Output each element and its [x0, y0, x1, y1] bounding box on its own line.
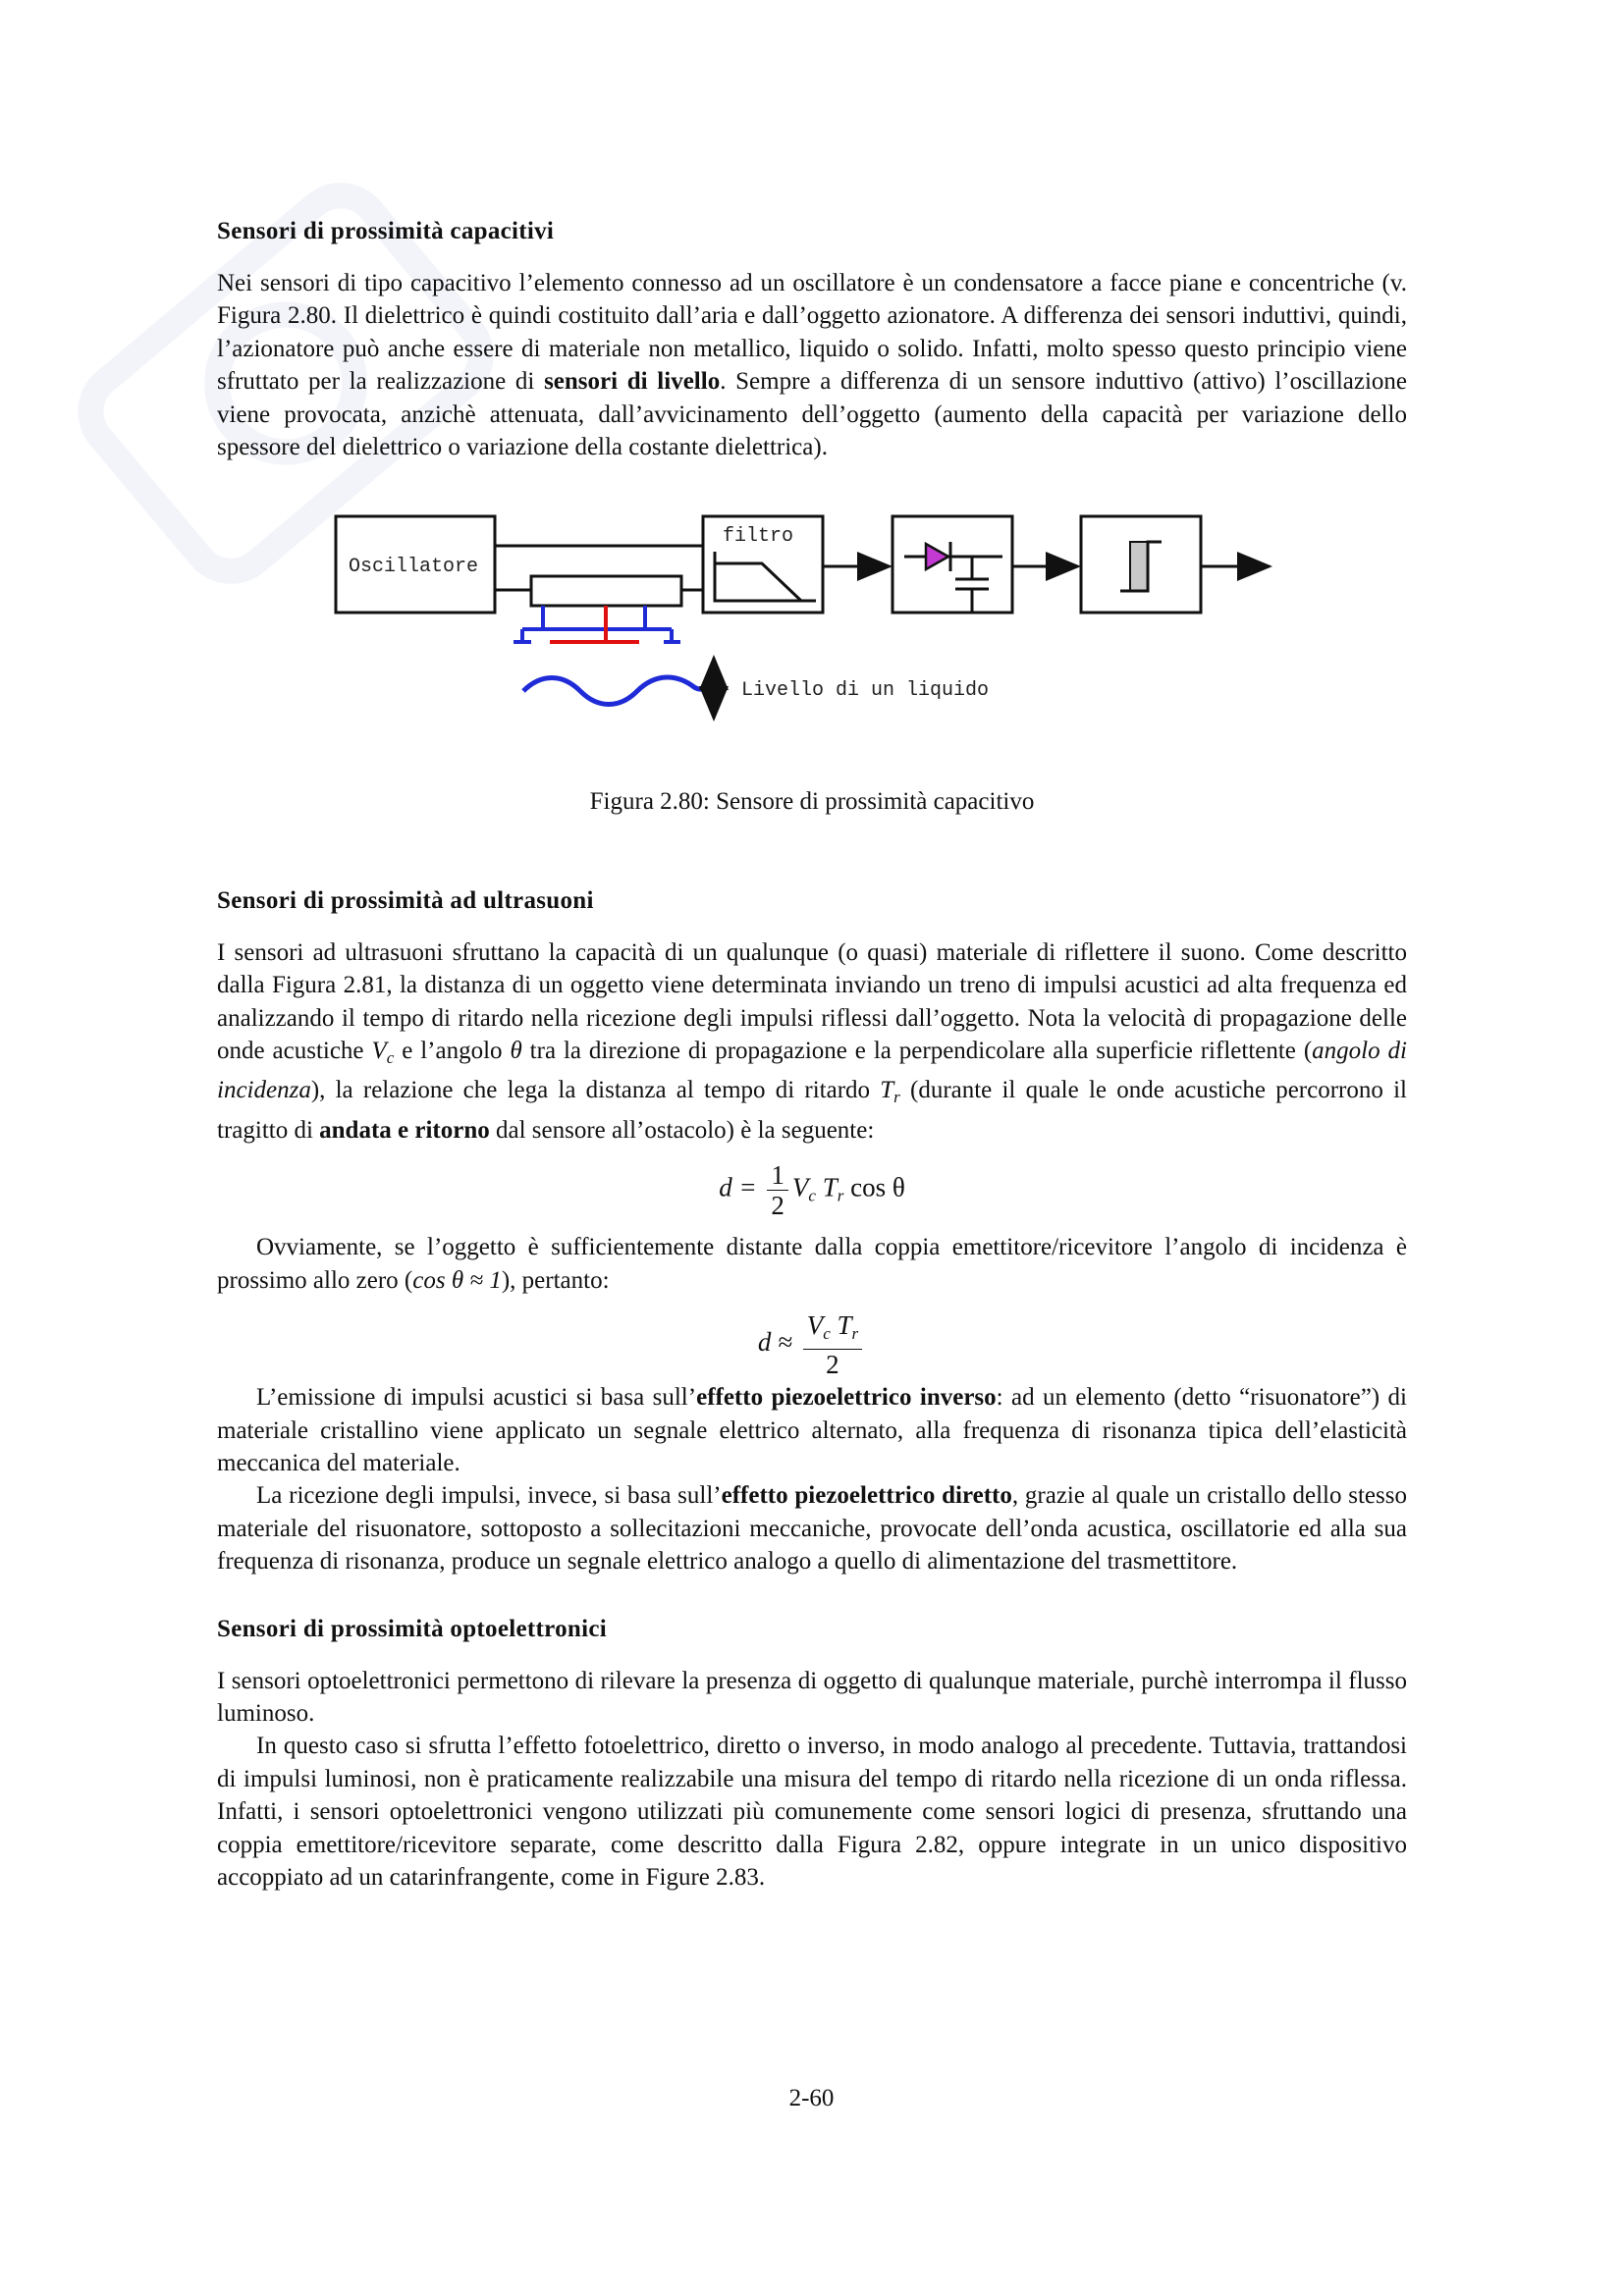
- page-number: 2-60: [788, 2085, 835, 2111]
- filter-label: filtro: [723, 525, 794, 549]
- liquid-wave: [523, 677, 712, 705]
- figure-capacitive-sensor: [217, 485, 1407, 779]
- main-content: [217, 218, 1407, 1894]
- oscillator-label: Oscillatore: [349, 556, 479, 579]
- comparator-hysteresis-fill: [1130, 542, 1148, 591]
- section-title-capacitive: Sensori di prossimità capacitivi: [217, 218, 555, 244]
- section-title-ultrasonic: Sensori di prossimità ad ultrasuoni: [217, 886, 594, 914]
- capacitor-body: [531, 576, 681, 606]
- capacitor-outer-plate: [514, 606, 680, 642]
- paragraph-opto-2: In questo caso si sfrutta l’effetto fotoelettrico, diretto o inverso, in modo analogo al precedente. Tuttavia, trattandosi di impulsi luminosi, non è praticamente realizzabile una misura del tempo di ritardo nella ricezione di un onda riflessa. Infatti, i sensori optoelettronici vengono utilizzati più comunemente come sensori logici di presenza, sfruttando una coppia emettitore/ricevitore separate, come descritto dalla Figura 2.82, oppure integrate in un unico dispositivo accoppiato ad un catarinfrangente, come in Figure 2.83.: [217, 1733, 1407, 1891]
- capacitor-inner-plate: [550, 606, 639, 642]
- paragraph-opto-1: I sensori optoelettronici permettono di rilevare la presenza di oggetto di qualunque materiale, purchè interrompa il flusso luminoso.: [217, 1667, 1407, 1727]
- paragraph-ultrasonic-intro: I sensori ad ultrasuoni sfruttano la capacità di un qualunque (o quasi) materiale di riflettere il suono. Come descritto dalla Figura 2.81, la distanza di un oggetto viene determinata inviando un treno di impulsi acustici ad alta frequenza ed analizzando il tempo di ritardo nella ricezione degli impulsi riflessi dall’oggetto. Nota la velocità di propagazione delle onde acustiche $V_c$ e l’angolo θ tra la direzione di propagazione e la perpendicolare alla superficie riflettente (angolo di incidenza), la relazione che lega la distanza al tempo di ritardo $T_r$ (durante il quale le onde acustiche percorrono il tragitto di andata e ritorno dal sensore all’ostacolo) è la seguente:: [217, 938, 1407, 1144]
- paragraph-ultrasonic-approx: Ovviamente, se l’oggetto è sufficientemente distante dalla coppia emettitore/ricevitore l’angolo di incidenza è prossimo allo zero (cos θ ≈ 1), pertanto:: [217, 1234, 1407, 1294]
- capacitive-sensor-diagram: [217, 485, 1407, 779]
- section-title-optoelectronic: Sensori di prossimità optoelettronici: [217, 1615, 607, 1642]
- equation-distance-full: d = $\frac{1}{2}$ $V_c$ $T_r$ cos θ: [719, 1160, 905, 1221]
- liquid-level-label: Livello di un liquido: [741, 679, 990, 703]
- rectifier-block: [893, 516, 1012, 613]
- figure-caption-2-80: Figura 2.80: Sensore di prossimità capacitivo: [589, 788, 1035, 816]
- equation-distance-approx: d ≈ $\frac{V_c T_r}{2}$: [217, 1310, 1407, 1373]
- paragraph-piezo-inverse: L’emissione di impulsi acustici si basa sull’effetto piezoelettrico inverso: ad un elemento (detto “risuonatore”) di materiale cristallino viene applicato un segnale elettrico alternato, alla frequenza di risonanza tipica dell’elasticità meccanica del materiale.: [217, 1384, 1407, 1476]
- paragraph-capacitive: Nei sensori di tipo capacitivo l’elemento connesso ad un oscillatore è un condensatore a facce piane e concentriche (v. Figura 2.80. Il dielettrico è quindi costituito dall’aria e dall’oggetto azionatore. A differenza dei sensori induttivi, quindi, l’azionatore può anche essere di materiale non metallico, liquido o solido. Infatti, molto spesso questo principio viene sfruttato per la realizzazione di sensori di livello. Sempre a differenza di un sensore induttivo (attivo) l’oscillazione viene provocata, anzichè attenuata, dall’avvicinamento dell’oggetto (aumento della capacità per variazione dello spessore del dielettrico o variazione della costante dielettrica).: [217, 270, 1408, 461]
- paragraph-piezo-direct: La ricezione degli impulsi, invece, si basa sull’effetto piezoelettrico diretto, grazie al quale un cristallo dello stesso materiale del risuonatore, sottoposto a sollecitazioni meccaniche, provocate dell’onda acustica, oscillatorie ed alla sua frequenza di risonanza, produce un segnale elettrico analogo a quello di alimentazione del trasmettitore.: [217, 1482, 1407, 1575]
